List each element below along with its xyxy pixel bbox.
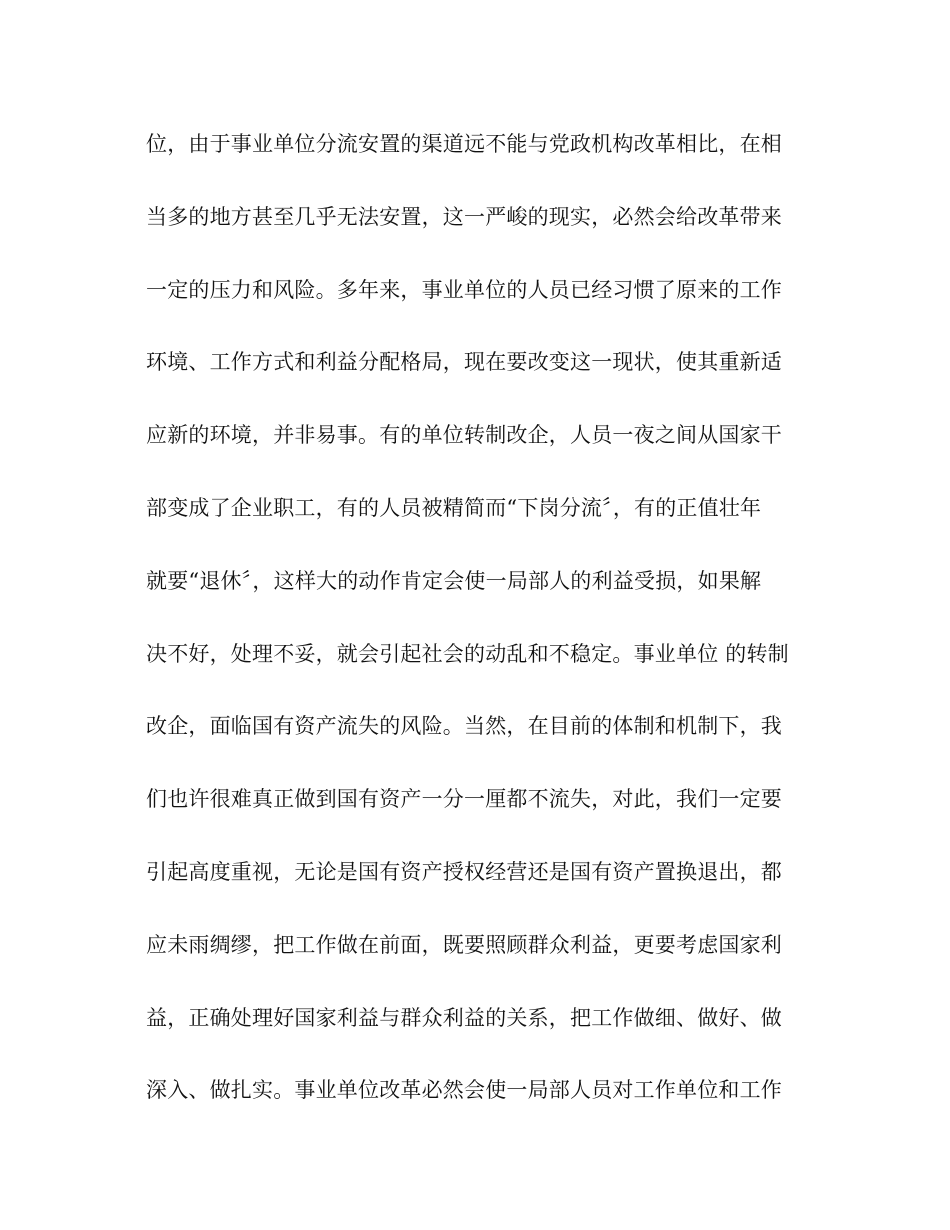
text-line-1: 位，由于事业单位分流安置的渠道远不能与党政机构改革相比，在相 [146,132,782,156]
text-line-11: 引起高度重视，无论是国有资产授权经营还是国有资产置换退出，都 [146,859,782,884]
text-line-7: 就要“退休〞，这样大的动作肯定会使一局部人的利益受损，如果解 [146,568,762,593]
text-line-14: 深入、做扎实。事业单位改革必然会使一局部人员对工作单位和工作 [146,1078,782,1103]
text-line-13: 益，正确处理好国家利益与群众利益的关系，把工作做细、做好、做 [146,1005,782,1030]
text-line-9: 改企，面临国有资产流失的风险。当然，在目前的体制和机制下，我 [146,714,782,739]
text-line-6: 部变成了企业职工，有的人员被精简而“下岗分流〞，有的正值壮年 [146,495,762,520]
text-line-2: 当多的地方甚至几乎无法安置，这一严峻的现实，必然会给改革带来 [146,204,782,229]
text-line-5: 应新的环境，并非易事。有的单位转制改企，人员一夜之间从国家干 [146,423,782,448]
text-line-10: 们也许很难真正做到国有资产一分一厘都不流失，对此，我们一定要 [146,787,782,812]
body-text [146,122,826,1141]
text-line-4: 环境、工作方式和利益分配格局，现在要改变这一现状，使其重新适 [146,350,782,375]
text-line-3: 一定的压力和风险。多年来，事业单位的人员已经习惯了原来的工作 [146,277,782,302]
text-line-12: 应未雨绸缪，把工作做在前面，既要照顾群众利益，更要考虑国家利 [146,932,782,957]
text-line-8: 决不好，处理不妥，就会引起社会的动乱和不稳定。事业单位 的转制 [146,641,789,666]
